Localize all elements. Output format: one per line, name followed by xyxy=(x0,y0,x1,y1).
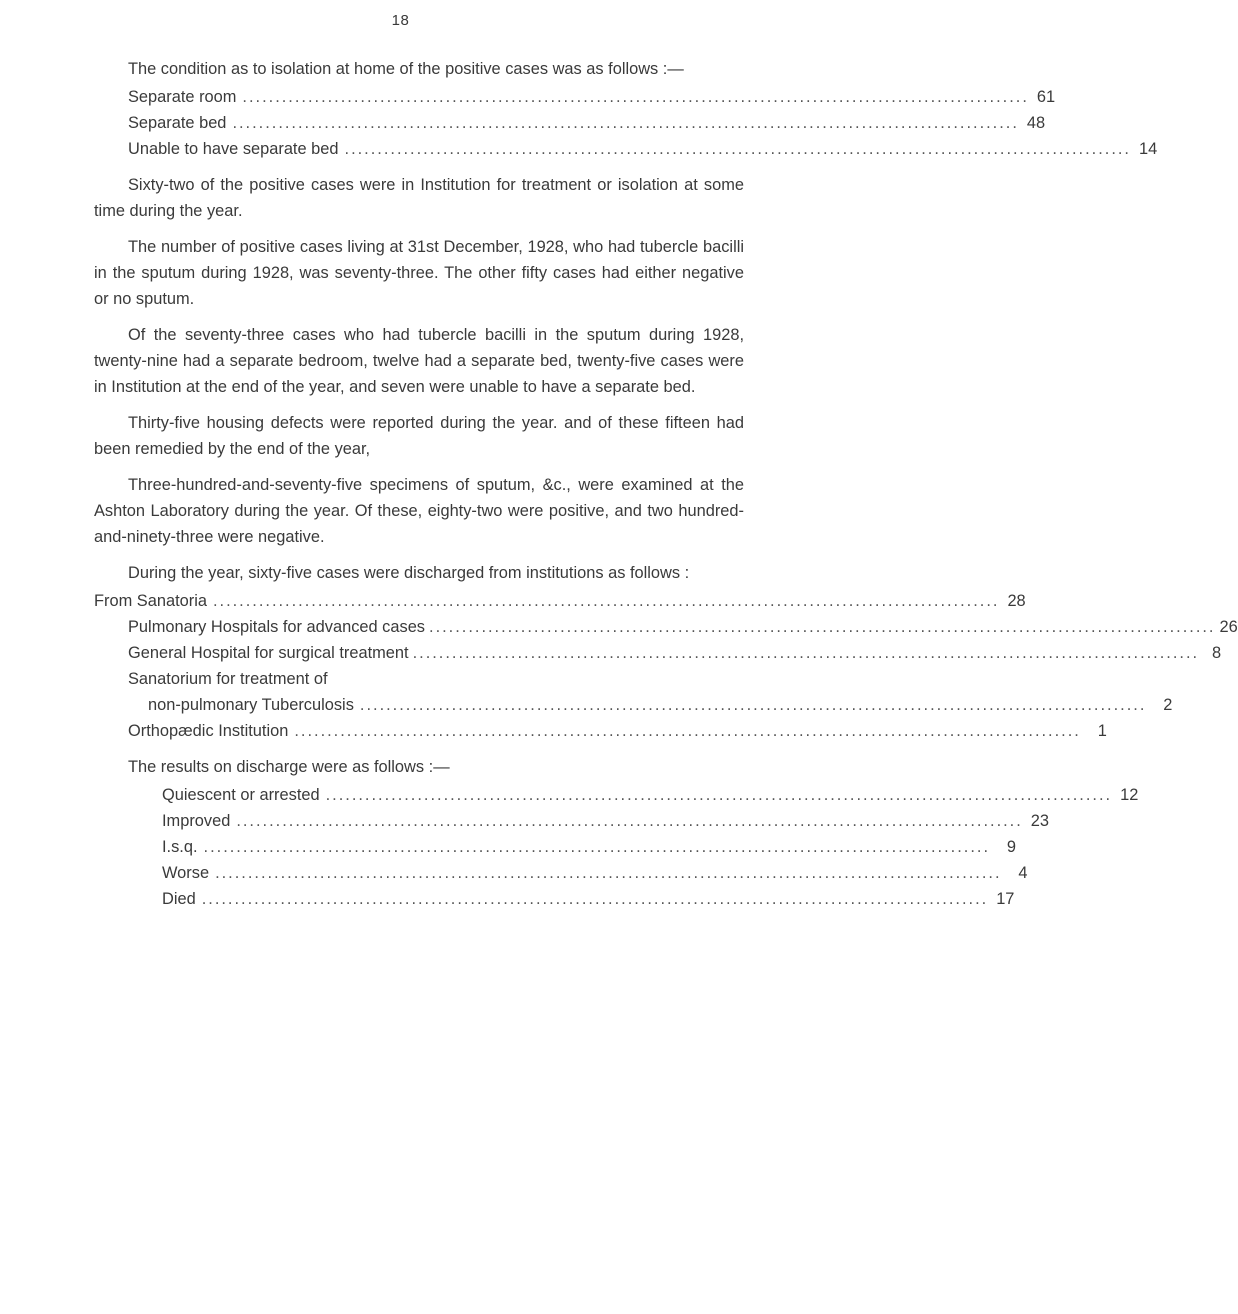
specimens-paragraph: Three-hundred-and-seventy-five specimens of sputum, &c., were examined at the Ashton Laboratory during the year. Of these, eighty-two were positive, and two hundred-and-ninety-three were negative. xyxy=(94,476,744,546)
leader-dots: ........................................................................................................................ xyxy=(429,618,1216,636)
discharge-row xyxy=(94,692,1173,718)
institution-paragraph: Sixty-two of the positive cases were in Institution for treatment or isolation at some time during the year. xyxy=(94,176,744,220)
discharge-list xyxy=(94,588,1238,744)
discharge-label: From Sanatoria xyxy=(94,592,207,610)
leader-dots: ........................................................................................................................ xyxy=(203,838,990,856)
discharge-intro-paragraph: During the year, sixty-five cases were discharged from institutions as follows : xyxy=(128,564,690,582)
isolation-label: Separate room xyxy=(128,88,237,106)
isolation-value: 61 xyxy=(1036,88,1056,106)
result-row xyxy=(162,834,1016,860)
result-value: 23 xyxy=(1030,812,1050,830)
discharge-row xyxy=(94,718,1107,744)
discharge-label: General Hospital for surgical treatment xyxy=(128,644,409,662)
isolation-label: Separate bed xyxy=(128,114,227,132)
discharge-value: 1 xyxy=(1097,722,1107,740)
leader-dots: ........................................................................................................................ xyxy=(344,140,1131,158)
result-value: 4 xyxy=(1018,864,1028,882)
result-value: 9 xyxy=(1006,838,1016,856)
result-label: I.s.q. xyxy=(162,838,198,856)
result-label: Worse xyxy=(162,864,210,882)
isolation-row xyxy=(128,110,1046,136)
leader-dots: ........................................................................................................................ xyxy=(325,786,1113,804)
leader-dots: ........................................................................................................................ xyxy=(215,864,1002,882)
result-value: 12 xyxy=(1120,786,1139,804)
results-list xyxy=(162,782,1139,912)
discharge-label: Orthopædic Institution xyxy=(128,722,289,740)
bacilli-paragraph: Of the seventy-three cases who had tubercle bacilli in the sputum during 1928, twenty-nine had a separate bedroom, twelve had a separate bed, twenty-five cases were in Institution at the end of the year, and seven were unable to have a separate bed. xyxy=(94,326,744,396)
discharge-label-line: Sanatorium for treatment of xyxy=(128,670,328,688)
isolation-row xyxy=(128,84,1056,110)
result-row xyxy=(162,808,1050,834)
leader-dots: ........................................................................................................................ xyxy=(232,114,1019,132)
discharge-row xyxy=(94,614,1238,640)
discharge-row xyxy=(94,640,1222,666)
page-number: 18 xyxy=(391,12,410,29)
result-label: Died xyxy=(162,890,196,908)
result-label: Quiescent or arrested xyxy=(162,786,320,804)
leader-dots: ........................................................................................................................ xyxy=(212,592,1000,610)
results-intro: The results on discharge were as follows :— xyxy=(128,758,450,776)
leader-dots: ........................................................................................................................ xyxy=(412,644,1200,662)
isolation-value: 14 xyxy=(1138,140,1158,158)
leader-dots: ........................................................................................................................ xyxy=(242,88,1029,106)
positive-cases-paragraph: The number of positive cases living at 31st December, 1928, who had tubercle bacilli in the sputum during 1928, was seventy-three. The other fifty cases had either negative or no sputum. xyxy=(94,238,744,308)
discharge-value: 8 xyxy=(1211,644,1222,662)
discharge-row xyxy=(94,588,1026,614)
discharge-label: Pulmonary Hospitals for advanced cases xyxy=(128,618,426,636)
result-row xyxy=(162,860,1028,886)
document-body xyxy=(94,56,1238,922)
isolation-label: Unable to have separate bed xyxy=(128,140,339,158)
isolation-intro-paragraph: The condition as to isolation at home of the positive cases was as follows :— xyxy=(128,60,684,78)
isolation-list xyxy=(128,84,1158,162)
result-row xyxy=(162,782,1139,808)
leader-dots: ........................................................................................................................ xyxy=(236,812,1023,830)
leader-dots: ........................................................................................................................ xyxy=(359,696,1147,714)
leader-dots: ........................................................................................................................ xyxy=(294,722,1081,740)
housing-paragraph: Thirty-five housing defects were reported during the year. and of these fifteen had been remedied by the end of the year, xyxy=(94,414,744,458)
result-row xyxy=(162,886,1015,912)
discharge-value: 28 xyxy=(1007,592,1026,610)
result-label: Improved xyxy=(162,812,231,830)
result-value: 17 xyxy=(996,890,1015,908)
discharge-value: 26 xyxy=(1219,618,1238,636)
isolation-row xyxy=(128,136,1158,162)
leader-dots: ........................................................................................................................ xyxy=(201,890,989,908)
discharge-value: 2 xyxy=(1163,696,1173,714)
discharge-label: non-pulmonary Tuberculosis xyxy=(148,696,354,714)
isolation-value: 48 xyxy=(1026,114,1046,132)
